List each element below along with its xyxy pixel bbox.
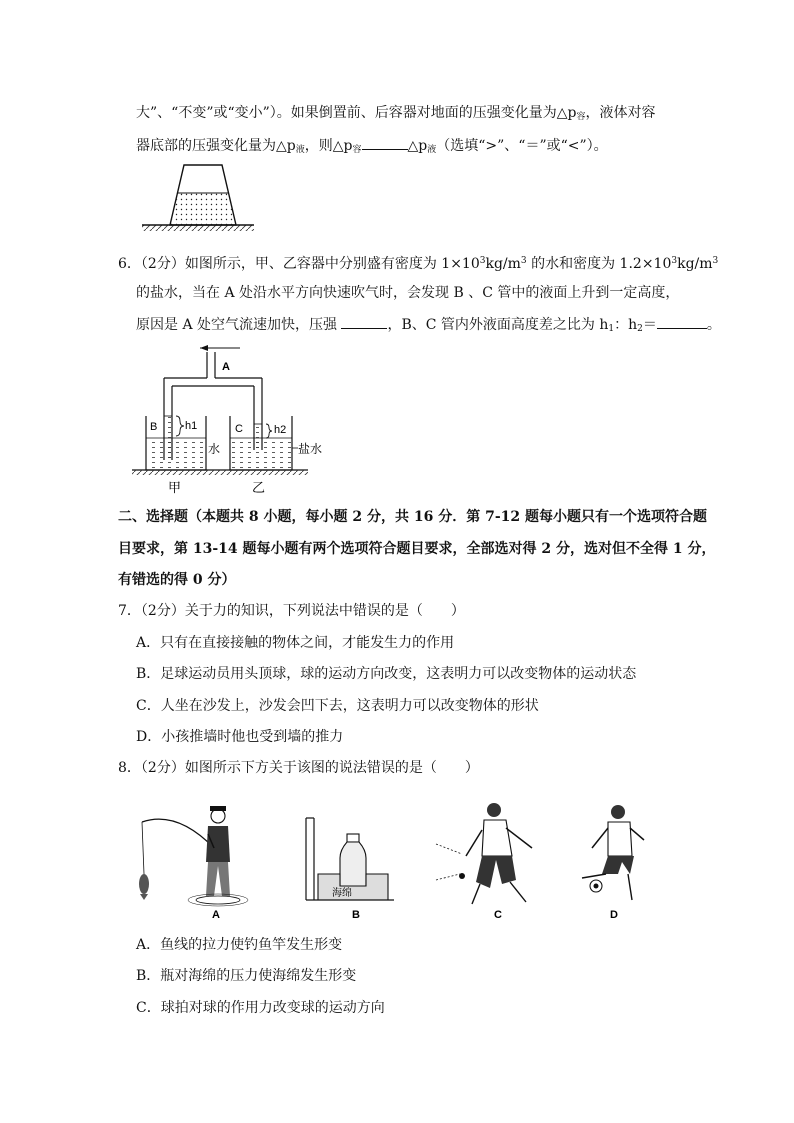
label-h1: h1 [185, 420, 198, 432]
section2-heading-line-3: 有错选的得 0 分） [118, 572, 236, 588]
q6-line-3: 原因是 A 处空气流速加快，压强 ，B、C 管内外液面高度差之比为 $h_1$：$h_2=$ 。 [136, 314, 721, 339]
q7-stem: 7．（2分）关于力的知识，下列说法中错误的是（ ） [118, 603, 465, 619]
label-h2: h2 [274, 424, 287, 436]
fig-label-d: D [610, 909, 618, 920]
section2-heading-line-2: 目要求，第 13-14 题每小题有两个选项符合题目要求，全部选对得 2 分，选对但不全得 1 分， [118, 541, 716, 557]
q5-answer-blank[interactable] [362, 135, 408, 150]
q5-line-1: 大”、“不变”或“变小”）。如果倒置前、后容器对地面的压强变化量为$\triangle p_容$，液体对容 [136, 105, 656, 122]
q8-figure-b-bottle-sponge [302, 800, 402, 920]
fig-label-b: B [352, 909, 360, 920]
q6-pressure-blank[interactable] [341, 314, 387, 329]
q8-option-a[interactable]: A．鱼线的拉力使钓鱼竿发生形变 [136, 937, 343, 953]
label-yi: 乙 [252, 481, 266, 496]
q8-figure-a-fishing [132, 800, 252, 920]
q8-figure-d-football [572, 800, 662, 920]
q8-stem: 8．（2分）如图所示下方关于该图的说法错误的是（ ） [118, 760, 479, 776]
fig-label-a: A [212, 909, 220, 920]
q7-option-a[interactable]: A．只有在直接接触的物体之间，才能发生力的作用 [136, 635, 455, 651]
label-C: C [235, 423, 243, 435]
q8-option-c[interactable]: C．球拍对球的作用力改变球的运动方向 [136, 1000, 385, 1016]
label-salt-water: 盐水 [298, 442, 323, 456]
label-water: 水 [208, 442, 221, 456]
q6-ratio-blank[interactable] [657, 314, 707, 329]
q6-line-1: 6．（2分）如图所示，甲、乙容器中分别盛有密度为 $1\times 10^3kg/m^3$ 的水和密度为 $1.2\times 10^3kg/m^3$ [118, 256, 719, 272]
q7-option-b[interactable]: B．足球运动员用头顶球，球的运动方向改变，这表明力可以改变物体的运动状态 [136, 666, 637, 682]
sponge-label: 海绵 [332, 888, 352, 899]
q8-figure-c-racket [432, 800, 562, 920]
q8-option-b[interactable]: B．瓶对海绵的压力使海绵发生形变 [136, 968, 357, 984]
fig-label-c: C [494, 909, 502, 920]
label-B: B [150, 421, 158, 433]
label-A: A [222, 361, 230, 373]
q7-option-d[interactable]: D．小孩推墙时他也受到墙的推力 [136, 729, 344, 745]
section2-heading-line-1: 二、选择题（本题共 8 小题，每小题 2 分，共 16 分．第 7-12 题每小题只有一个选项符合题 [118, 509, 707, 525]
q5-line-2: 器底部的压强变化量为$\triangle p_液$，则$\triangle p_容$ $\triangle p_液$（选填“>”、“＝”或“<”）。 [136, 135, 608, 160]
q5-container-figure [140, 163, 260, 233]
q6-line-2: 的盐水，当在 A 处沿水平方向快速吹气时，会发现 B 、C 管中的液面上升到一定高度， [136, 285, 680, 301]
label-jia: 甲 [168, 481, 182, 496]
q6-tube-figure [128, 340, 338, 500]
q7-option-c[interactable]: C．人坐在沙发上，沙发会凹下去，这表明力可以改变物体的形状 [136, 698, 539, 714]
